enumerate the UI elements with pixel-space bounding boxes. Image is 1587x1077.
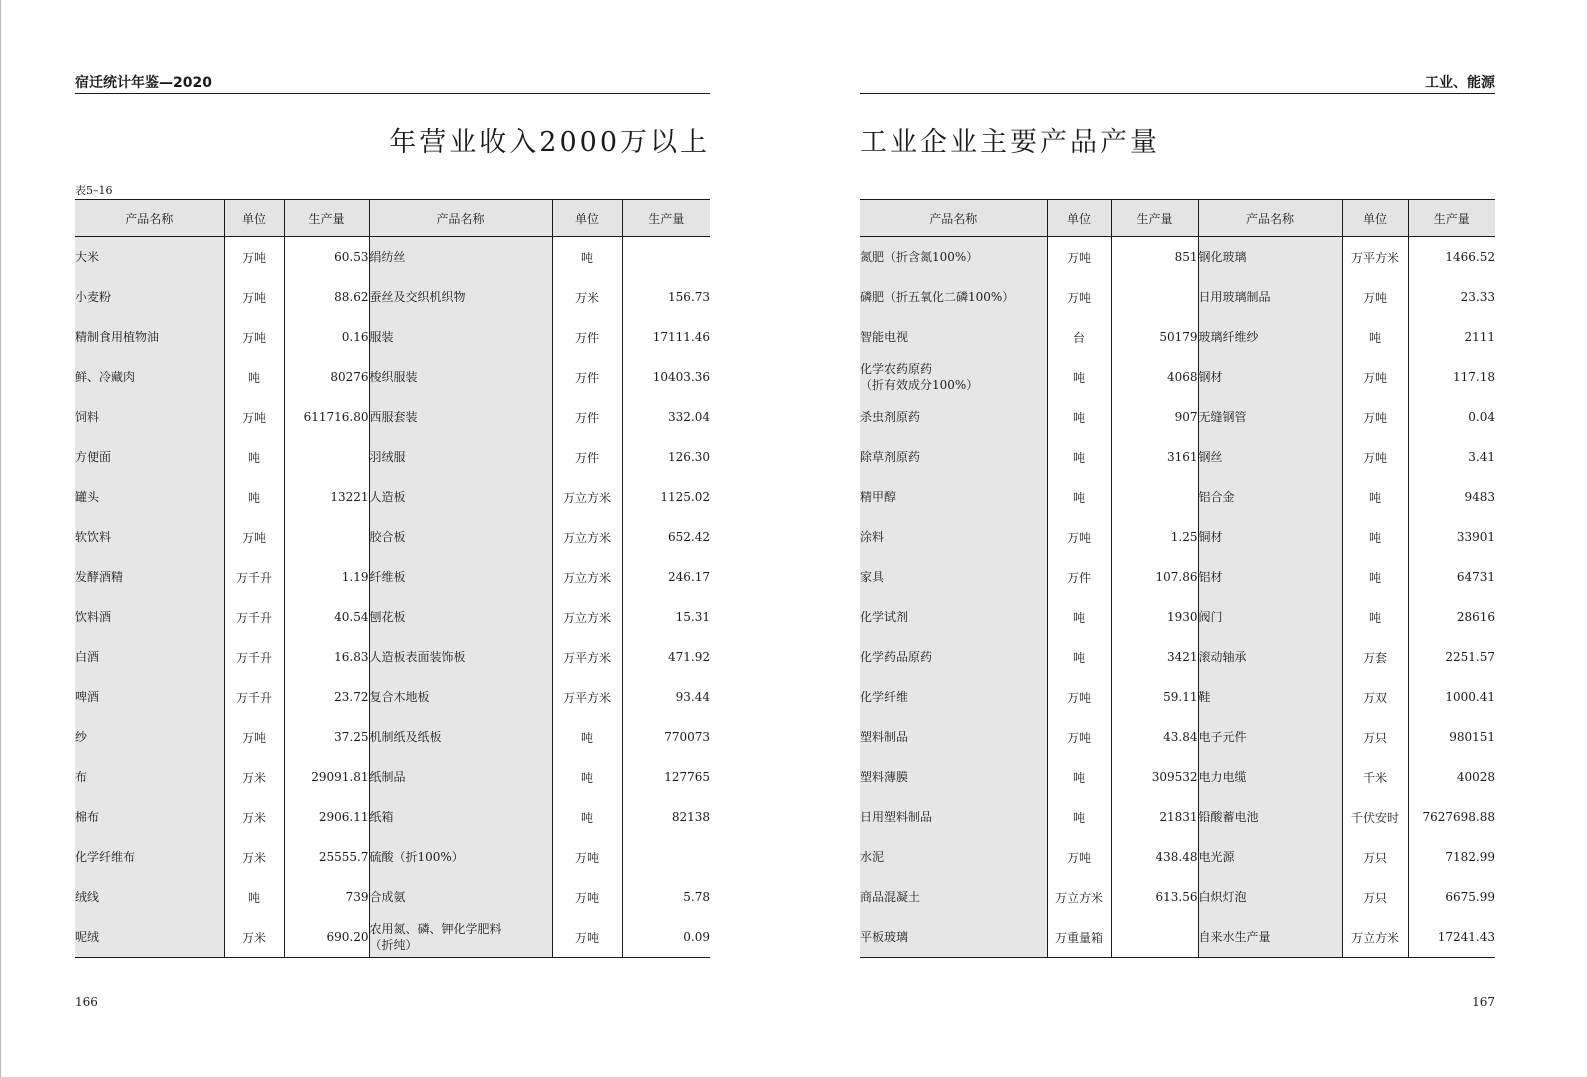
product-name-cell: 鲜、冷藏肉	[75, 357, 224, 397]
col-header-product: 产品名称	[369, 200, 552, 237]
table-row	[75, 597, 710, 637]
product-name-cell: 大米	[75, 237, 224, 278]
output-value-cell: 10403.36	[652, 370, 710, 384]
unit-cell: 万千升	[224, 597, 284, 637]
unit-cell: 万吨	[1047, 277, 1111, 317]
product-name-cell: 绢纺丝	[369, 237, 552, 278]
unit-cell: 万吨	[224, 717, 284, 757]
unit-cell: 吨	[552, 757, 622, 797]
output-value-cell: 64731	[1456, 570, 1495, 584]
product-name-cell: 铅酸蓄电池	[1198, 797, 1342, 837]
unit-cell: 万吨	[1342, 277, 1408, 317]
output-value-cell: 88.62	[284, 277, 369, 317]
output-value-cell: 117.18	[1453, 370, 1495, 384]
unit-cell: 万吨	[552, 877, 622, 917]
table-row	[860, 677, 1495, 717]
output-value-cell: 770073	[664, 730, 710, 744]
table-row	[75, 877, 710, 917]
table-row	[860, 917, 1495, 958]
unit-cell: 万吨	[1342, 397, 1408, 437]
product-name-cell: 纸制品	[369, 757, 552, 797]
output-value-cell: 1000.41	[1445, 690, 1495, 704]
table-row	[860, 637, 1495, 677]
unit-cell: 万立方米	[1047, 877, 1111, 917]
unit-cell: 万吨	[224, 237, 284, 278]
col-header-unit: 单位	[1342, 200, 1408, 237]
unit-cell: 万双	[1342, 677, 1408, 717]
product-name-cell: 钢丝	[1198, 437, 1342, 477]
unit-cell: 千伏安时	[1342, 797, 1408, 837]
output-value-cell: 21831	[1111, 797, 1198, 837]
product-name-cell: 白酒	[75, 637, 224, 677]
unit-cell: 万套	[1342, 637, 1408, 677]
product-name-cell: 西服套装	[369, 397, 552, 437]
table-row	[75, 397, 710, 437]
product-name-cell: 方便面	[75, 437, 224, 477]
table-row	[75, 917, 710, 958]
output-value-cell	[284, 517, 369, 557]
product-name-cell: 饲料	[75, 397, 224, 437]
table-row	[860, 557, 1495, 597]
output-value-cell	[1111, 477, 1198, 517]
table-header-row	[75, 200, 710, 237]
product-name-cell: 软饮料	[75, 517, 224, 557]
unit-cell: 万吨	[1342, 357, 1408, 397]
col-header-unit: 单位	[552, 200, 622, 237]
table-row	[75, 797, 710, 837]
output-value-cell: 82138	[671, 810, 710, 824]
output-value-cell: 2251.57	[1445, 650, 1495, 664]
output-value-cell: 0.04	[1468, 410, 1495, 424]
unit-cell: 万吨	[1047, 237, 1111, 278]
unit-cell: 吨	[1047, 597, 1111, 637]
product-name-cell: 化学纤维布	[75, 837, 224, 877]
unit-cell: 万件	[552, 437, 622, 477]
unit-cell: 万米	[552, 277, 622, 317]
table-header-row	[860, 200, 1495, 237]
output-value-cell: 0.16	[284, 317, 369, 357]
table-row	[75, 717, 710, 757]
product-name-cell: 布	[75, 757, 224, 797]
output-value-cell	[622, 837, 710, 877]
table-row	[75, 677, 710, 717]
unit-cell: 万平方米	[1342, 237, 1408, 278]
table-row	[860, 837, 1495, 877]
product-name-cell: 刨花板	[369, 597, 552, 637]
product-name-cell: 阀门	[1198, 597, 1342, 637]
product-name-cell: 化学农药原药 （折有效成分100%）	[860, 357, 1047, 397]
right-page	[860, 0, 1495, 1077]
product-name-cell: 小麦粉	[75, 277, 224, 317]
table-title-part1: 年营业收入2000万以上	[389, 127, 710, 158]
output-value-cell: 15.31	[675, 610, 710, 624]
page-number: 167	[1472, 995, 1495, 1009]
unit-cell: 万吨	[224, 317, 284, 357]
output-value-cell	[1111, 917, 1198, 958]
product-name-cell: 涂料	[860, 517, 1047, 557]
product-name-cell: 电子元件	[1198, 717, 1342, 757]
unit-cell: 台	[1047, 317, 1111, 357]
output-value-cell: 471.92	[668, 650, 710, 664]
product-name-cell: 化学纤维	[860, 677, 1047, 717]
product-output-table-right	[860, 199, 1495, 958]
output-value-cell: 80276	[284, 357, 369, 397]
product-name-cell: 钢材	[1198, 357, 1342, 397]
unit-cell: 万米	[224, 757, 284, 797]
section-title: 工业、能源	[1425, 75, 1495, 91]
col-header-output: 生产量	[284, 200, 369, 237]
product-name-cell: 杀虫剂原药	[860, 397, 1047, 437]
product-name-cell: 呢绒	[75, 917, 224, 958]
output-value-cell: 613.56	[1111, 877, 1198, 917]
col-header-output: 生产量	[1408, 200, 1495, 237]
table-row	[75, 557, 710, 597]
product-name-cell: 电光源	[1198, 837, 1342, 877]
unit-cell: 吨	[552, 717, 622, 757]
product-name-cell: 钢化玻璃	[1198, 237, 1342, 278]
output-value-cell: 37.25	[284, 717, 369, 757]
output-value-cell: 3421	[1111, 637, 1198, 677]
table-row	[75, 477, 710, 517]
table-row	[860, 437, 1495, 477]
unit-cell: 万米	[224, 917, 284, 958]
product-name-cell: 精甲醇	[860, 477, 1047, 517]
col-header-product: 产品名称	[860, 200, 1047, 237]
product-name-cell: 农用氮、磷、钾化学肥料 （折纯）	[369, 917, 552, 958]
product-name-cell: 白炽灯泡	[1198, 877, 1342, 917]
output-value-cell: 4068	[1111, 357, 1198, 397]
product-name-cell: 绒线	[75, 877, 224, 917]
output-value-cell: 29091.81	[284, 757, 369, 797]
table-title-part2: 工业企业主要产品产量	[860, 127, 1160, 158]
output-value-cell: 23.72	[284, 677, 369, 717]
output-value-cell: 5.78	[683, 890, 710, 904]
product-name-cell: 服装	[369, 317, 552, 357]
product-name-cell: 纱	[75, 717, 224, 757]
product-name-cell: 平板玻璃	[860, 917, 1047, 958]
unit-cell: 万吨	[224, 397, 284, 437]
unit-cell: 万吨	[1047, 677, 1111, 717]
product-name-cell: 人造板	[369, 477, 552, 517]
output-value-cell: 43.84	[1111, 717, 1198, 757]
unit-cell: 万米	[224, 797, 284, 837]
unit-cell: 万立方米	[552, 557, 622, 597]
product-name-cell: 磷肥（折五氧化二磷100%）	[860, 277, 1047, 317]
output-value-cell: 7627698.88	[1422, 810, 1495, 824]
unit-cell: 吨	[224, 477, 284, 517]
product-name-cell: 化学试剂	[860, 597, 1047, 637]
unit-cell: 吨	[1342, 557, 1408, 597]
output-value-cell: 1930	[1111, 597, 1198, 637]
unit-cell: 万吨	[552, 917, 622, 958]
product-name-cell: 水泥	[860, 837, 1047, 877]
output-value-cell: 907	[1111, 397, 1198, 437]
table-row	[75, 437, 710, 477]
unit-cell: 万只	[1342, 877, 1408, 917]
output-value-cell: 980151	[1449, 730, 1495, 744]
unit-cell: 吨	[1342, 317, 1408, 357]
output-value-cell: 50179	[1111, 317, 1198, 357]
col-header-unit: 单位	[224, 200, 284, 237]
output-value-cell: 126.30	[668, 450, 710, 464]
product-name-cell: 化学药品原药	[860, 637, 1047, 677]
output-value-cell: 1466.52	[1445, 250, 1495, 264]
output-value-cell: 13221	[284, 477, 369, 517]
product-name-cell: 除草剂原药	[860, 437, 1047, 477]
table-row	[860, 797, 1495, 837]
output-value-cell: 60.53	[284, 237, 369, 278]
product-name-cell: 精制食用植物油	[75, 317, 224, 357]
output-value-cell: 0.09	[622, 917, 710, 958]
unit-cell: 吨	[1342, 597, 1408, 637]
left-page	[75, 0, 710, 1077]
table-row	[75, 837, 710, 877]
unit-cell: 万件	[552, 357, 622, 397]
unit-cell: 万米	[224, 837, 284, 877]
product-name-cell: 纤维板	[369, 557, 552, 597]
unit-cell: 吨	[224, 437, 284, 477]
unit-cell: 万只	[1342, 837, 1408, 877]
running-head-left	[75, 73, 710, 94]
output-value-cell: 652.42	[668, 530, 710, 544]
table-row	[75, 277, 710, 317]
unit-cell: 万千升	[224, 557, 284, 597]
product-name-cell: 商品混凝土	[860, 877, 1047, 917]
output-value-cell	[1111, 277, 1198, 317]
output-value-cell: 17241.43	[1408, 917, 1495, 958]
product-name-cell: 家具	[860, 557, 1047, 597]
table-row	[75, 637, 710, 677]
product-name-cell: 羽绒服	[369, 437, 552, 477]
output-value-cell: 33901	[1456, 530, 1495, 544]
product-name-cell: 塑料薄膜	[860, 757, 1047, 797]
table-row	[860, 277, 1495, 317]
product-name-cell: 玻璃纤维纱	[1198, 317, 1342, 357]
unit-cell: 吨	[1047, 357, 1111, 397]
output-value-cell: 2111	[1464, 330, 1495, 344]
unit-cell: 万吨	[552, 837, 622, 877]
unit-cell: 万件	[552, 397, 622, 437]
unit-cell: 吨	[1047, 437, 1111, 477]
output-value-cell: 28616	[1456, 610, 1495, 624]
product-name-cell: 智能电视	[860, 317, 1047, 357]
output-value-cell: 438.48	[1111, 837, 1198, 877]
output-value-cell: 3.41	[1468, 450, 1495, 464]
output-value-cell: 690.20	[284, 917, 369, 958]
output-value-cell: 6675.99	[1445, 890, 1495, 904]
unit-cell: 万千升	[224, 677, 284, 717]
col-header-output: 生产量	[1111, 200, 1198, 237]
product-name-cell: 硫酸（折100%）	[369, 837, 552, 877]
output-value-cell	[622, 237, 710, 278]
unit-cell: 万吨	[1047, 837, 1111, 877]
unit-cell: 万立方米	[552, 597, 622, 637]
product-name-cell: 滚动轴承	[1198, 637, 1342, 677]
table-row	[75, 357, 710, 397]
output-value-cell: 1.19	[284, 557, 369, 597]
table-row	[860, 357, 1495, 397]
product-name-cell: 日用塑料制品	[860, 797, 1047, 837]
output-value-cell: 739	[284, 877, 369, 917]
output-value-cell: 9483	[1464, 490, 1495, 504]
table-row	[860, 757, 1495, 797]
product-name-cell: 日用玻璃制品	[1198, 277, 1342, 317]
unit-cell: 万立方米	[1342, 917, 1408, 958]
unit-cell: 吨	[1047, 797, 1111, 837]
output-value-cell: 93.44	[675, 690, 710, 704]
unit-cell: 万立方米	[552, 517, 622, 557]
unit-cell: 万只	[1342, 717, 1408, 757]
output-value-cell: 40028	[1456, 770, 1495, 784]
col-header-output: 生产量	[622, 200, 710, 237]
product-name-cell: 铝材	[1198, 557, 1342, 597]
table-row	[75, 317, 710, 357]
unit-cell: 万吨	[1047, 517, 1111, 557]
unit-cell: 吨	[552, 237, 622, 278]
output-value-cell: 40.54	[284, 597, 369, 637]
product-name-cell: 饮料酒	[75, 597, 224, 637]
unit-cell: 吨	[1342, 517, 1408, 557]
product-name-cell: 电力电缆	[1198, 757, 1342, 797]
output-value-cell: 3161	[1111, 437, 1198, 477]
table-row	[860, 477, 1495, 517]
output-value-cell: 107.86	[1111, 557, 1198, 597]
unit-cell: 万吨	[1342, 437, 1408, 477]
output-value-cell: 1.25	[1111, 517, 1198, 557]
unit-cell: 万吨	[224, 517, 284, 557]
product-output-table-left	[75, 199, 710, 958]
output-value-cell: 16.83	[284, 637, 369, 677]
output-value-cell: 2906.11	[284, 797, 369, 837]
unit-cell: 万件	[552, 317, 622, 357]
product-name-cell: 罐头	[75, 477, 224, 517]
col-header-unit: 单位	[1047, 200, 1111, 237]
unit-cell: 万重量箱	[1047, 917, 1111, 958]
output-value-cell	[284, 437, 369, 477]
unit-cell: 千米	[1342, 757, 1408, 797]
table-row	[860, 877, 1495, 917]
table-row	[75, 757, 710, 797]
product-name-cell: 自来水生产量	[1198, 917, 1342, 958]
unit-cell: 吨	[224, 877, 284, 917]
unit-cell: 万件	[1047, 557, 1111, 597]
product-name-cell: 胶合板	[369, 517, 552, 557]
product-name-cell: 无缝钢管	[1198, 397, 1342, 437]
output-value-cell: 25555.7	[284, 837, 369, 877]
product-name-cell: 机制纸及纸板	[369, 717, 552, 757]
col-header-product: 产品名称	[1198, 200, 1342, 237]
unit-cell: 万平方米	[552, 637, 622, 677]
output-value-cell: 851	[1111, 237, 1198, 278]
output-value-cell: 17111.46	[652, 330, 710, 344]
unit-cell: 吨	[1047, 757, 1111, 797]
unit-cell: 吨	[552, 797, 622, 837]
yearbook-title: 宿迁统计年鉴—2020	[75, 75, 212, 91]
unit-cell: 万千升	[224, 637, 284, 677]
unit-cell: 吨	[1047, 397, 1111, 437]
output-value-cell: 1125.02	[660, 490, 710, 504]
product-name-cell: 纸箱	[369, 797, 552, 837]
page-number: 166	[75, 995, 98, 1009]
unit-cell: 万平方米	[552, 677, 622, 717]
product-name-cell: 梭织服装	[369, 357, 552, 397]
output-value-cell: 332.04	[668, 410, 710, 424]
product-name-cell: 氮肥（折含氮100%）	[860, 237, 1047, 278]
unit-cell: 万立方米	[552, 477, 622, 517]
product-name-cell: 鞋	[1198, 677, 1342, 717]
product-name-cell: 塑料制品	[860, 717, 1047, 757]
product-name-cell: 棉布	[75, 797, 224, 837]
col-header-product: 产品名称	[75, 200, 224, 237]
unit-cell: 吨	[1047, 637, 1111, 677]
output-value-cell: 156.73	[668, 290, 710, 304]
book-edge-line	[0, 0, 1, 1077]
table-row	[860, 597, 1495, 637]
table-row	[860, 317, 1495, 357]
output-value-cell: 127765	[664, 770, 710, 784]
output-value-cell: 59.11	[1111, 677, 1198, 717]
table-row	[860, 397, 1495, 437]
output-value-cell: 7182.99	[1445, 850, 1495, 864]
table-number: 表5–16	[75, 184, 113, 197]
unit-cell: 万吨	[1047, 717, 1111, 757]
product-name-cell: 蚕丝及交织机织物	[369, 277, 552, 317]
table-row	[860, 717, 1495, 757]
product-name-cell: 铝合金	[1198, 477, 1342, 517]
unit-cell: 吨	[1047, 477, 1111, 517]
product-name-cell: 人造板表面装饰板	[369, 637, 552, 677]
product-name-cell: 发酵酒精	[75, 557, 224, 597]
running-head-right	[860, 73, 1495, 94]
unit-cell: 吨	[224, 357, 284, 397]
product-name-cell: 合成氨	[369, 877, 552, 917]
table-row	[860, 517, 1495, 557]
product-name-cell: 复合木地板	[369, 677, 552, 717]
output-value-cell: 611716.80	[284, 397, 369, 437]
product-name-cell: 啤酒	[75, 677, 224, 717]
output-value-cell: 23.33	[1460, 290, 1495, 304]
table-row	[75, 517, 710, 557]
output-value-cell: 309532	[1111, 757, 1198, 797]
product-name-cell: 铜材	[1198, 517, 1342, 557]
unit-cell: 万吨	[224, 277, 284, 317]
output-value-cell: 246.17	[668, 570, 710, 584]
unit-cell: 吨	[1342, 477, 1408, 517]
table-row	[860, 237, 1495, 278]
table-row	[75, 237, 710, 278]
